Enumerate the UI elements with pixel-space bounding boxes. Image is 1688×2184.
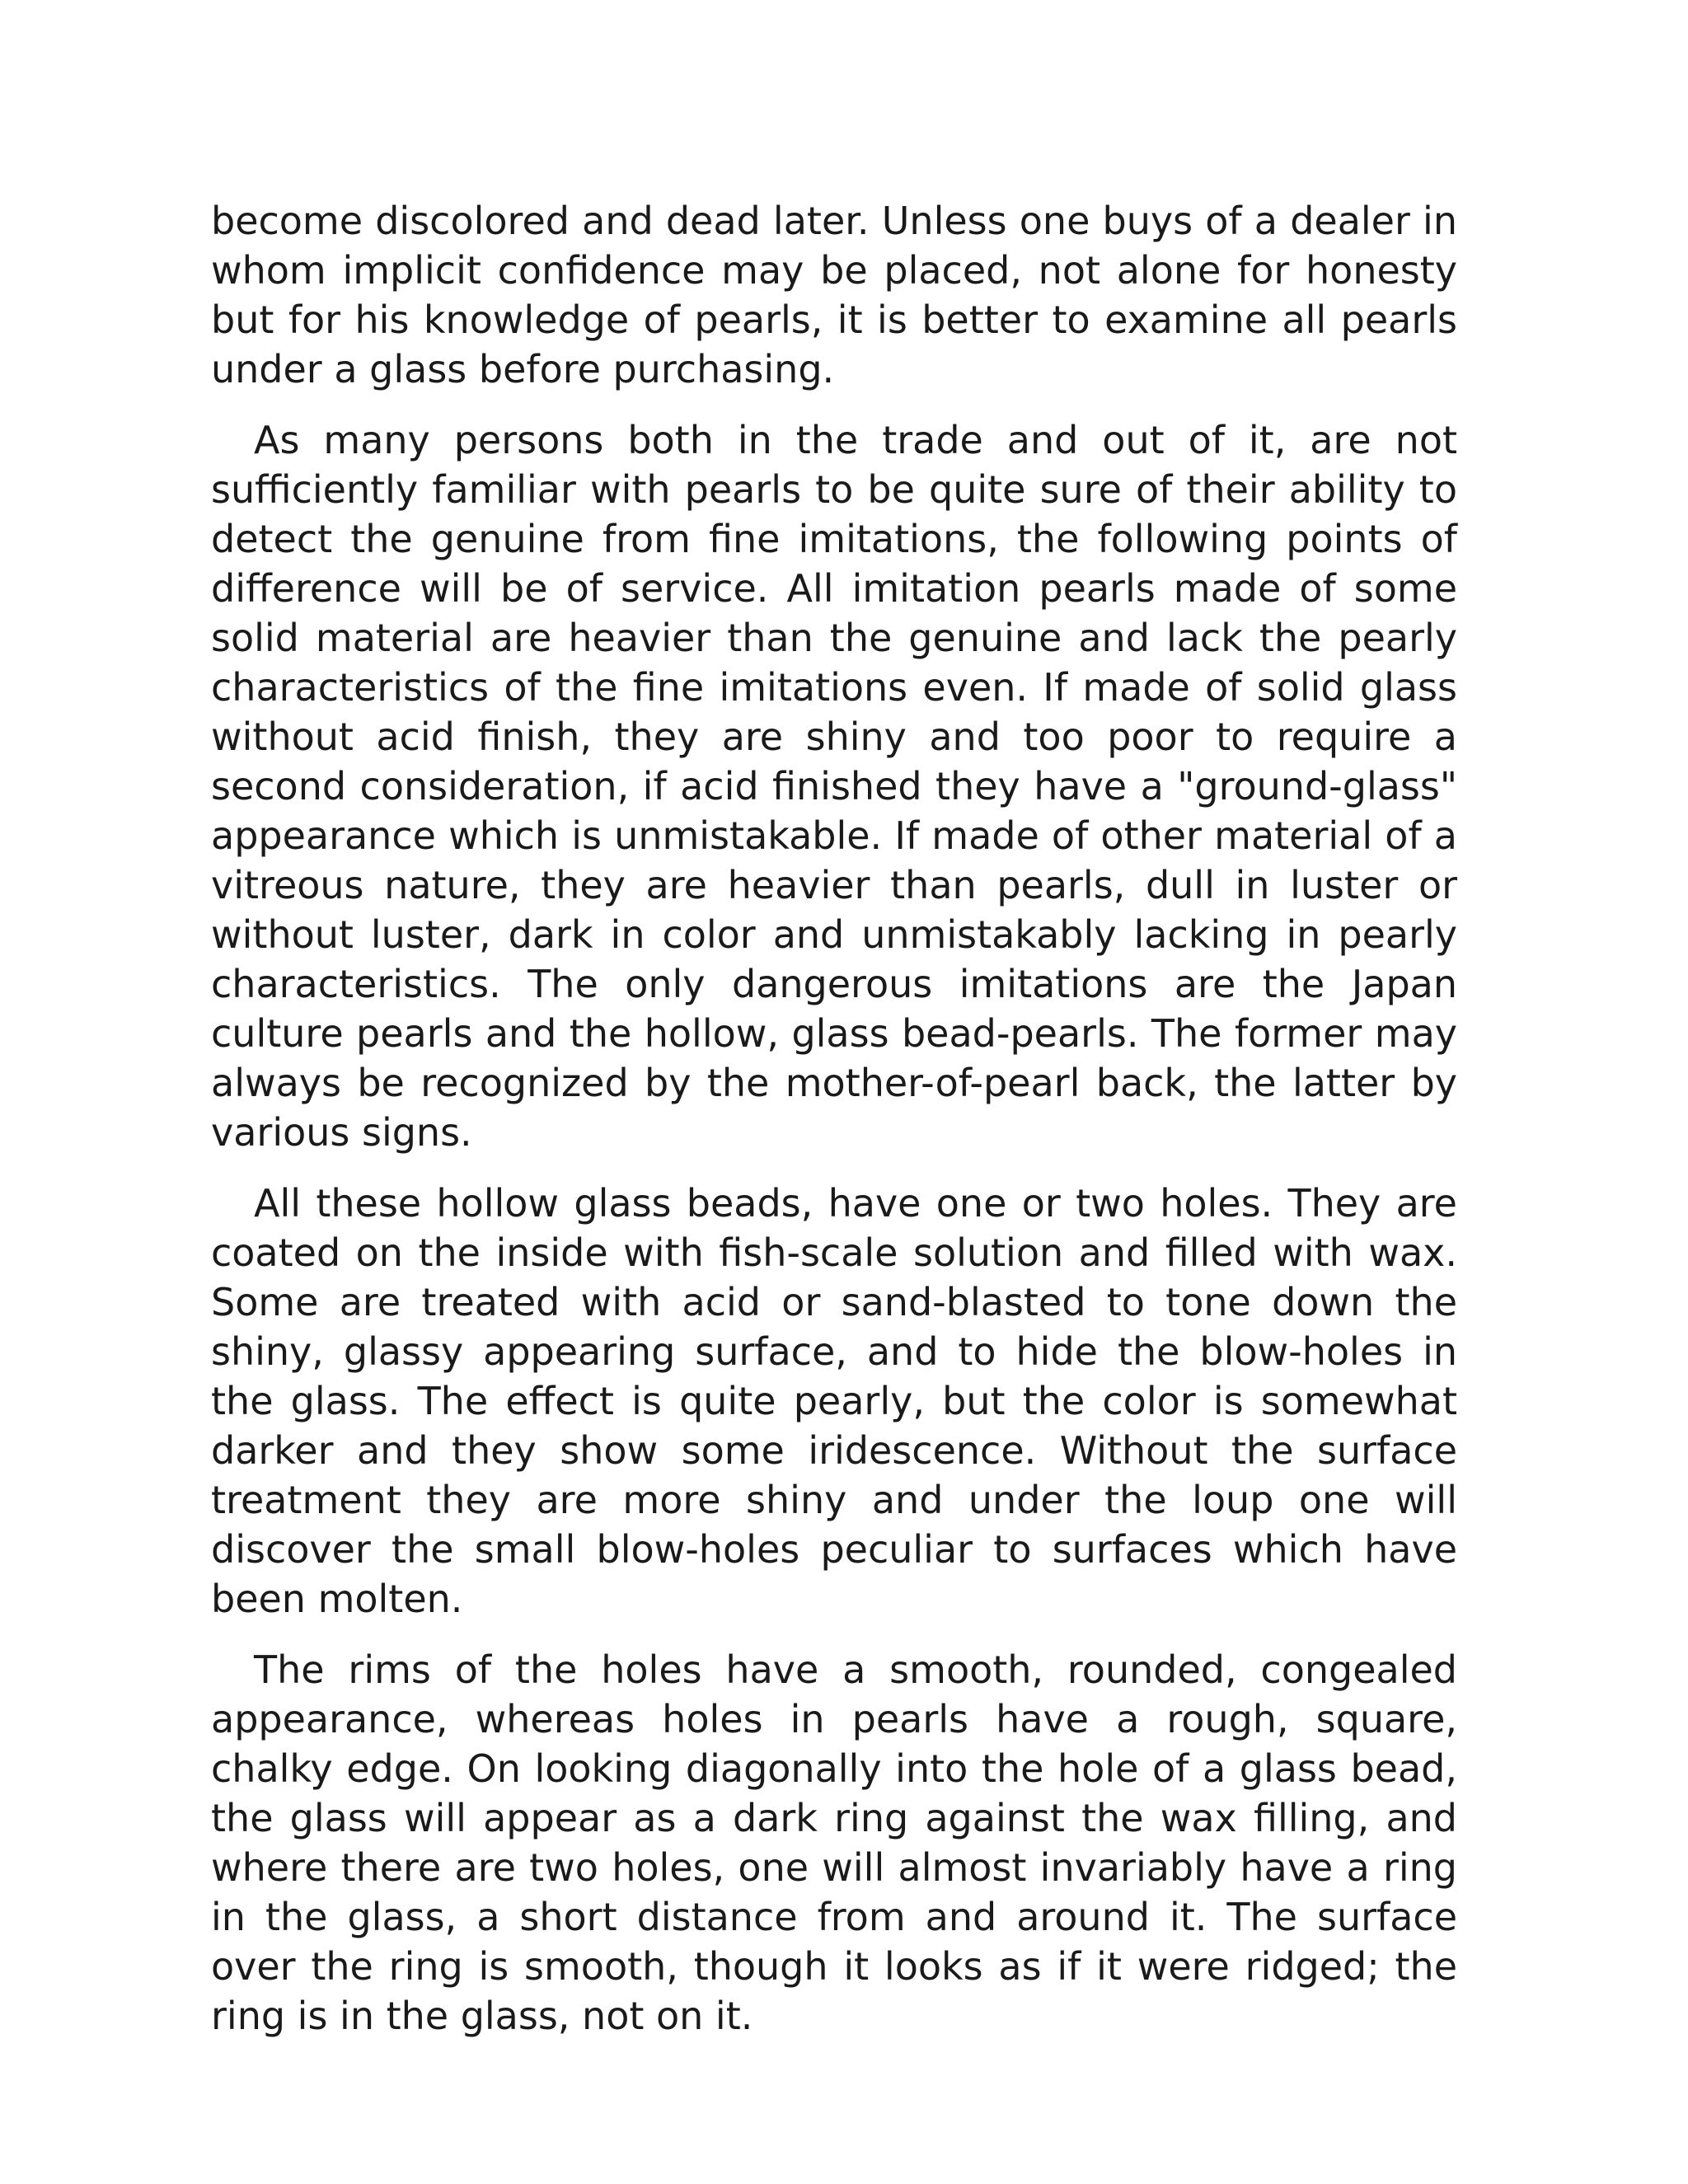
body-text [211,196,1457,2062]
paragraph-hollow-glass-beads: All these hollow glass beads, have one or two holes. They are coated on the inside with fish-scale solution and filled with wax. Some are treated with acid or sand-blasted to tone down the shiny, glassy appearing surface, and to hide the blow-holes in the glass. The effect is quite pearly, but the color is somewhat darker and they show some iridescence. Without the surface treatment they are more shiny and under the loup one will discover the small blow-holes peculiar to surfaces which have been molten. [211,1181,1457,1621]
paragraph-hole-rims: The rims of the holes have a smooth, rounded, congealed appearance, whereas holes in pearls have a rough, square, chalky edge. On looking diagonally into the hole of a glass bead, the glass will appear as a dark ring against the wax filling, and where there are two holes, one will almost invariably have a ring in the glass, a short distance from and around it. The surface over the ring is smooth, though it looks as if it were ridged; the ring is in the glass, not on it. [211,1647,1457,2038]
paragraph-continued: become discolored and dead later. Unless one buys of a dealer in whom implicit confidence may be placed, not alone for honesty but for his knowledge of pearls, it is better to examine all pearls under a glass before purchasing. [211,199,1457,391]
paragraph-imitation-overview: As many persons both in the trade and out of it, are not sufficiently familiar with pearls to be quite sure of their ability to detect the genuine from fine imitations, the following points of difference will be of service. All imitation pearls made of some solid material are heavier than the genuine and lack the pearly characteristics of the fine imitations even. If made of solid glass without acid finish, they are shiny and too poor to require a second consideration, if acid finished they have a "ground-glass" appearance which is unmistakable. If made of other material of a vitreous nature, they are heavier than pearls, dull in luster or without luster, dark in color and unmistakably lacking in pearly characteristics. The only dangerous imitations are the Japan culture pearls and the hollow, glass bead-pearls. The former may always be recognized by the mother-of-pearl back, the latter by various signs. [211,418,1457,1155]
